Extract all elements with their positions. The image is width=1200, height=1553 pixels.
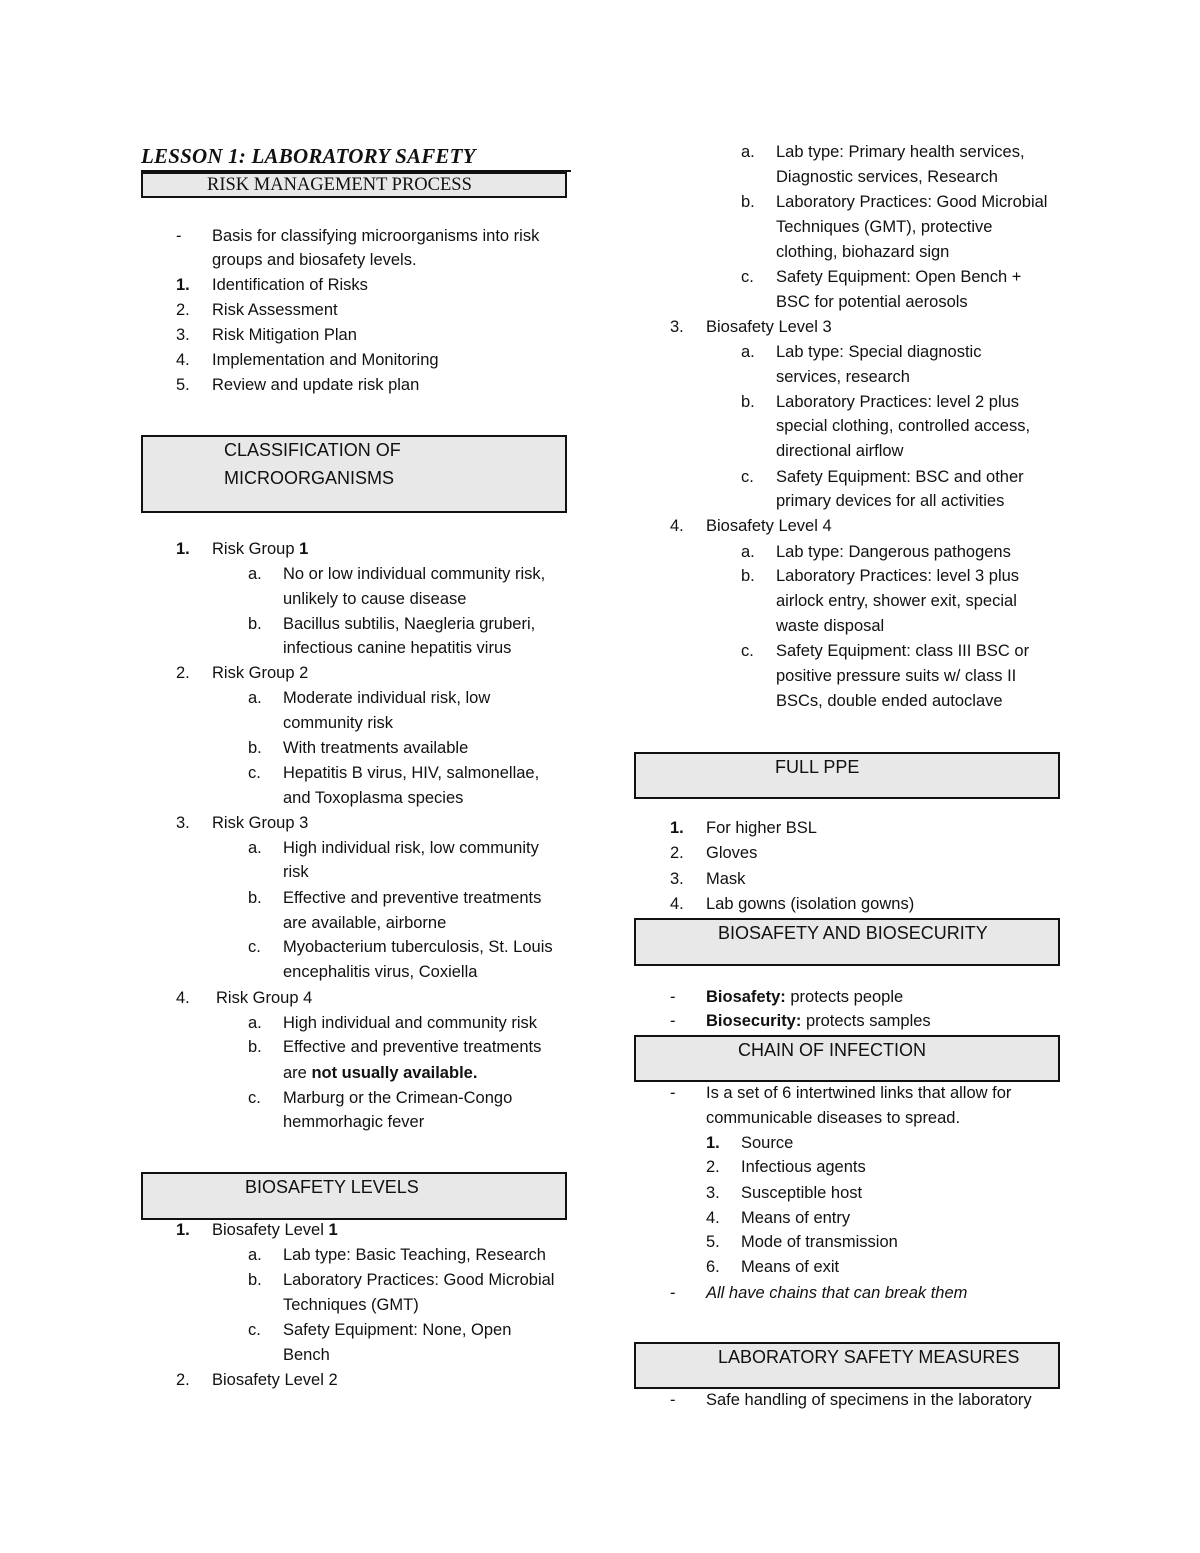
list-marker: - [670,1284,676,1302]
classification-heading-line1: CLASSIFICATION OF [224,440,401,460]
list-item: airlock entry, shower exit, special [776,592,1017,610]
list-item: primary devices for all activities [776,492,1005,510]
list-item: unlikely to cause disease [283,590,467,608]
list-marker: 4. [670,895,684,913]
list-marker: b. [248,1038,262,1056]
risk-group-3: Risk Group 3 [212,814,309,832]
list-marker: b. [741,567,755,585]
list-item: Effective and preventive treatments [283,1038,542,1056]
list-item: communicable diseases to spread. [706,1109,961,1127]
full-ppe-heading-box [634,752,1060,799]
list-marker: - [670,1012,676,1030]
list-item: Source [741,1134,794,1152]
list-item: Laboratory Practices: level 3 plus [776,567,1020,585]
list-item: Is a set of 6 intertwined links that allow for [706,1084,1012,1102]
list-marker: a. [248,565,262,583]
biosafety-level-2: Biosafety Level 2 [212,1371,338,1389]
list-marker: b. [741,393,755,411]
list-item: Hepatitis B virus, HIV, salmonellae, [283,764,540,782]
list-item: Susceptible host [741,1184,863,1202]
list-item: Moderate individual risk, low [283,689,491,707]
list-marker: 4. [176,989,190,1007]
biosafety-level-4: Biosafety Level 4 [706,517,832,535]
list-marker: 3. [670,318,684,336]
list-item: Techniques (GMT), protective [776,218,993,236]
list-item: Lab type: Primary health services, [776,143,1025,161]
list-item: and Toxoplasma species [283,789,464,807]
biosafety-biosecurity-heading: BIOSAFETY AND BIOSECURITY [718,923,988,943]
list-item: BSC for potential aerosols [776,293,968,311]
list-item: Infectious agents [741,1158,866,1176]
list-marker: 3. [670,870,684,888]
list-marker: c. [248,938,261,956]
list-item: Means of entry [741,1209,851,1227]
list-item: encephalitis virus, Coxiella [283,963,478,981]
list-item: Bacillus subtilis, Naegleria gruberi, [283,615,536,633]
list-marker: 2. [176,664,190,682]
chain-of-infection-heading-box [634,1035,1060,1082]
risk-group-1: Risk Group 1 [212,540,309,558]
list-marker: c. [741,468,754,486]
list-marker: - [670,1084,676,1102]
list-item: Safety Equipment: Open Bench + [776,268,1022,286]
list-marker: 1. [176,1221,190,1239]
list-item: Safety Equipment: class III BSC or [776,642,1030,660]
list-marker: c. [741,642,754,660]
biosafety-level-3: Biosafety Level 3 [706,318,832,336]
list-marker: 1. [706,1134,720,1152]
list-marker: a. [248,1014,262,1032]
list-marker: c. [741,268,754,286]
list-item: Lab type: Basic Teaching, Research [283,1246,546,1264]
list-marker: 2. [706,1158,720,1176]
list-item: Laboratory Practices: Good Microbial [283,1271,555,1289]
chain-of-infection-heading: CHAIN OF INFECTION [738,1040,926,1060]
list-marker: a. [248,1246,262,1264]
list-item: No or low individual community risk, [283,565,546,583]
list-item: BSCs, double ended autoclave [776,692,1003,710]
list-item: special clothing, controlled access, [776,417,1031,435]
list-item: groups and biosafety levels. [212,251,417,269]
list-item: Safe handling of specimens in the laboratory [706,1391,1032,1409]
list-marker: a. [248,689,262,707]
list-item: directional airflow [776,442,904,460]
biosecurity-definition: Biosecurity: protects samples [706,1012,931,1030]
list-item: clothing, biohazard sign [776,243,950,261]
list-item: Lab type: Dangerous pathogens [776,543,1011,561]
chain-note: All have chains that can break them [706,1284,968,1302]
list-item: Laboratory Practices: level 2 plus [776,393,1020,411]
list-marker: 2. [176,301,190,319]
list-marker: b. [248,1271,262,1289]
page-title: LESSON 1: LABORATORY SAFETY [141,144,571,172]
list-item: Means of exit [741,1258,840,1276]
list-item: are not usually available. [283,1064,478,1082]
list-item: Risk Mitigation Plan [212,326,357,344]
list-item: Lab type: Special diagnostic [776,343,982,361]
list-marker: 5. [706,1233,720,1251]
list-marker: 5. [176,376,190,394]
list-item: Safety Equipment: None, Open [283,1321,512,1339]
list-item: hemmorhagic fever [283,1113,425,1131]
lab-safety-measures-heading-box [634,1342,1060,1389]
list-marker: c. [248,1089,261,1107]
list-marker: - [176,227,182,245]
list-marker: 2. [176,1371,190,1389]
full-ppe-heading: FULL PPE [775,757,860,777]
list-marker: 1. [176,276,190,294]
classification-heading-line2: MICROORGANISMS [224,468,395,488]
list-item: waste disposal [776,617,885,635]
list-item: Identification of Risks [212,276,368,294]
list-item: Safety Equipment: BSC and other [776,468,1024,486]
list-marker: 4. [706,1209,720,1227]
biosafety-level-1: Biosafety Level 1 [212,1221,338,1239]
biosafety-biosecurity-heading-box [634,918,1060,966]
list-item: community risk [283,714,394,732]
list-marker: 1. [176,540,190,558]
list-item: Gloves [706,844,758,862]
list-marker: 4. [670,517,684,535]
risk-group-4: Risk Group 4 [216,989,313,1007]
list-marker: - [670,1391,676,1409]
list-item: positive pressure suits w/ class II [776,667,1017,685]
list-marker: a. [741,343,755,361]
list-item: Techniques (GMT) [283,1296,419,1314]
lab-safety-measures-heading: LABORATORY SAFETY MEASURES [718,1347,1020,1367]
list-marker: b. [248,889,262,907]
biosafety-levels-heading: BIOSAFETY LEVELS [245,1177,419,1197]
list-item: Laboratory Practices: Good Microbial [776,193,1048,211]
list-item: are available, airborne [283,914,447,932]
list-marker: b. [741,193,755,211]
list-marker: 4. [176,351,190,369]
list-marker: c. [248,1321,261,1339]
list-item: risk [283,863,309,881]
list-item: Risk Assessment [212,301,338,319]
list-item: Mask [706,870,746,888]
biosafety-levels-heading-box [141,1172,567,1220]
list-marker: 3. [706,1184,720,1202]
list-item: Effective and preventive treatments [283,889,542,907]
list-marker: - [670,988,676,1006]
list-item: Myobacterium tuberculosis, St. Louis [283,938,553,956]
list-item: Diagnostic services, Research [776,168,998,186]
list-marker: a. [741,543,755,561]
list-item: Lab gowns (isolation gowns) [706,895,915,913]
biosafety-definition: Biosafety: protects people [706,988,904,1006]
list-item: For higher BSL [706,819,817,837]
list-item: Implementation and Monitoring [212,351,439,369]
classification-heading-box [141,435,567,513]
list-marker: 3. [176,326,190,344]
list-item: Bench [283,1346,330,1364]
list-item: High individual risk, low community [283,839,539,857]
list-marker: 2. [670,844,684,862]
list-marker: c. [248,764,261,782]
list-marker: 6. [706,1258,720,1276]
risk-management-heading: RISK MANAGEMENT PROCESS [207,175,472,195]
list-marker: 3. [176,814,190,832]
list-item: Marburg or the Crimean-Congo [283,1089,513,1107]
risk-management-heading-box [141,172,567,198]
list-marker: 1. [670,819,684,837]
risk-group-2: Risk Group 2 [212,664,309,682]
list-item: With treatments available [283,739,469,757]
list-item: Mode of transmission [741,1233,898,1251]
list-marker: a. [248,839,262,857]
list-marker: b. [248,739,262,757]
list-marker: a. [741,143,755,161]
list-item: Review and update risk plan [212,376,420,394]
list-item: Basis for classifying microorganisms into risk [212,227,540,245]
list-item: High individual and community risk [283,1014,538,1032]
list-item: services, research [776,368,910,386]
list-item: infectious canine hepatitis virus [283,639,512,657]
list-marker: b. [248,615,262,633]
